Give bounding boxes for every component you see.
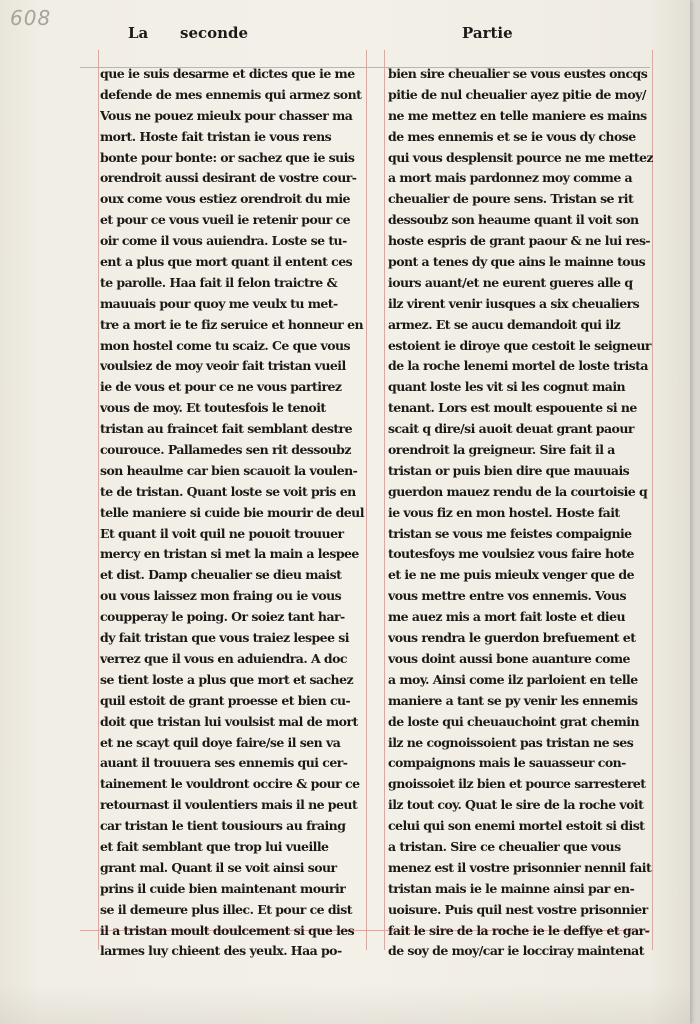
- text-line: guerdon mauez rendu de la courtoisie q: [388, 483, 648, 499]
- text-line: de soy de moy/car ie locciray maintenat: [388, 943, 644, 959]
- text-line: compaignons mais le sauasseur con-: [388, 755, 626, 771]
- text-line: et ie ne me puis mieulx venger que de: [388, 567, 635, 583]
- text-line: menez est il vostre prisonnier nennil fait: [388, 859, 652, 875]
- text-line: prins il cuide bien maintenant mourir: [100, 880, 346, 896]
- text-line: que ie suis desarme et dictes que ie me: [100, 66, 355, 81]
- text-line: coupperay le poing. Or soiez tant har-: [100, 609, 345, 625]
- text-line: pitie de nul cheualier ayez pitie de moy/: [388, 86, 646, 102]
- text-line: ilz ne cognoissoient pas tristan ne ses: [388, 734, 634, 750]
- text-line: dy fait tristan que vous traiez lespee si: [100, 630, 349, 646]
- text-line: a tristan. Sire ce cheualier que vous: [388, 838, 621, 854]
- text-line: Et quant il voit quil ne pouoit trouuer: [100, 525, 344, 541]
- running-head-middle: seconde: [180, 24, 249, 42]
- text-line: et ne scayt quil doye faire/se il sen va: [100, 734, 341, 750]
- text-line: quant loste les vit si les cognut main: [388, 379, 626, 395]
- text-line: quil estoit de grant proesse et bien cu-: [100, 692, 351, 708]
- text-line: il a tristan moult doulcement si que les: [100, 922, 355, 938]
- text-line: ne me mettez en telle maniere es mains: [388, 107, 647, 123]
- text-line: armez. Et se aucu demandoit qui ilz: [388, 316, 621, 332]
- text-line: gnoissoiet ilz bien et pource sarresteret: [388, 776, 646, 792]
- ruling-line: [384, 50, 385, 950]
- text-line: a moy. Ainsi come ilz parloient en telle: [388, 671, 638, 687]
- text-line: dessoubz son heaume quant il voit son: [388, 212, 639, 228]
- text-line: de mes ennemis et se ie vous dy chose: [388, 128, 636, 144]
- text-line: de la roche lenemi mortel de loste trista: [388, 358, 648, 374]
- text-line: voulsiez de moy veoir fait tristan vueil: [100, 358, 346, 374]
- text-line: maniere a tant se py venir les ennemis: [388, 692, 638, 708]
- text-line: son heaulme car bien scauoit la voulen-: [100, 462, 358, 478]
- text-line: bien sire cheualier se vous eustes oncqs: [388, 66, 648, 81]
- text-line: mauuais pour quoy me veulx tu met-: [100, 295, 338, 311]
- text-line: telle maniere si cuide bie mourir de deul: [100, 504, 364, 520]
- ruling-line: [98, 50, 99, 950]
- text-line: vous rendra le guerdon brefuement et: [388, 630, 636, 646]
- text-line: ent a plus que mort quant il entent ces: [100, 254, 353, 270]
- text-line: vous doint aussi bone auanture come: [388, 650, 630, 666]
- text-line: ie de vous et pour ce ne vous partirez: [100, 379, 342, 395]
- text-line: car tristan le tient tousiours au fraing: [100, 818, 346, 834]
- text-line: cheualier de poure sens. Tristan se rit: [388, 191, 634, 207]
- text-line: tristan au fraincet fait semblant destre: [100, 421, 352, 437]
- text-line: auant il trouuera ses ennemis qui cer-: [100, 755, 348, 771]
- text-line: te parolle. Haa fait il felon traictre &: [100, 274, 338, 290]
- text-line: ilz tout coy. Quat le sire de la roche voit: [388, 797, 644, 813]
- text-line: Vous ne pouez mieulx pour chasser ma: [100, 107, 353, 123]
- text-line: mon hostel come tu scaiz. Ce que vous: [100, 337, 351, 353]
- folio-number: 608: [10, 6, 52, 30]
- text-line: pont a tenes dy que ains le mainne tous: [388, 254, 646, 270]
- text-line: celui qui son enemi mortel estoit si dist: [388, 818, 645, 834]
- text-line: ie vous fiz en mon hostel. Hoste fait: [388, 504, 620, 520]
- text-line: vous de moy. Et toutesfois le tenoit: [100, 400, 326, 416]
- text-line: hoste espris de grant paour & ne lui res-: [388, 233, 651, 249]
- page-shadow: [0, 984, 690, 1024]
- text-line: verrez que il vous en aduiendra. A doc: [100, 650, 347, 666]
- text-line: iours auant/et ne eurent gueres alle q: [388, 274, 633, 290]
- text-line: orendroit aussi desirant de vostre cour-: [100, 170, 357, 186]
- text-line: fait le sire de la roche ie le deffye et gar-: [388, 922, 650, 938]
- text-line: retournast il voulentiers mais il ne peut: [100, 797, 358, 813]
- text-line: tristan or puis bien dire que mauuais: [388, 462, 630, 478]
- text-line: me auez mis a mort fait loste et dieu: [388, 609, 626, 625]
- text-line: mort. Hoste fait tristan ie vous rens: [100, 128, 332, 144]
- text-line: bonte pour bonte: or sachez que ie suis: [100, 149, 355, 165]
- text-line: uoisure. Puis quil nest vostre prisonnier: [388, 901, 648, 917]
- text-line: oir come il vous auiendra. Loste se tu-: [100, 233, 347, 249]
- text-line: doit que tristan lui voulsist mal de mort: [100, 713, 358, 729]
- text-line: toutesfoys me voulsiez vous faire hote: [388, 546, 634, 562]
- text-line: te de tristan. Quant loste se voit pris en: [100, 483, 356, 499]
- text-line: grant mal. Quant il se voit ainsi sour: [100, 859, 337, 875]
- text-line: vous mettre entre vos ennemis. Vous: [388, 588, 626, 604]
- text-line: a mort mais pardonnez moy comme a: [388, 170, 633, 186]
- text-line: qui vous desplensit pource ne me mettez: [388, 149, 653, 165]
- text-line: se tient loste a plus que mort et sachez: [100, 671, 354, 687]
- text-line: tristan mais ie le mainne ainsi par en-: [388, 880, 635, 896]
- text-line: estoient ie diroye que cestoit le seigneur: [388, 337, 651, 353]
- text-line: et pour ce vous vueil ie retenir pour ce: [100, 212, 351, 228]
- text-line: larmes luy chieent des yeulx. Haa po-: [100, 943, 342, 959]
- text-line: oux come vous estiez orendroit du mie: [100, 191, 350, 207]
- text-column-right: [388, 64, 653, 962]
- running-head-left: La: [128, 24, 149, 42]
- ruling-line: [366, 50, 367, 950]
- text-line: tainement le vouldront occire & pour ce: [100, 776, 360, 792]
- text-line: courouce. Pallamedes sen rit dessoubz: [100, 442, 351, 458]
- text-column-left: [100, 64, 365, 962]
- text-line: ou vous laissez mon fraing ou ie vous: [100, 588, 342, 604]
- text-line: tre a mort ie te fiz seruice et honneur en: [100, 316, 364, 332]
- text-line: et dist. Damp cheualier se dieu maist: [100, 567, 342, 583]
- text-line: se il demeure plus illec. Et pour ce dist: [100, 901, 352, 917]
- text-line: de loste qui cheuauchoint grat chemin: [388, 713, 640, 729]
- text-line: orendroit la greigneur. Sire fait il a: [388, 442, 615, 458]
- text-line: defende de mes ennemis qui armez sont: [100, 86, 362, 102]
- text-line: ilz virent venir iusques a six cheualiers: [388, 295, 640, 311]
- text-line: scait q dire/si auoit deuat grant paour: [388, 421, 634, 437]
- running-head-right: Partie: [462, 24, 513, 42]
- text-line: et fait semblant que trop lui vueille: [100, 838, 329, 854]
- text-line: tristan se vous me feistes compaignie: [388, 525, 632, 541]
- text-line: tenant. Lors est moult espouente si ne: [388, 400, 637, 416]
- text-line: mercy en tristan si met la main a lespee: [100, 546, 359, 562]
